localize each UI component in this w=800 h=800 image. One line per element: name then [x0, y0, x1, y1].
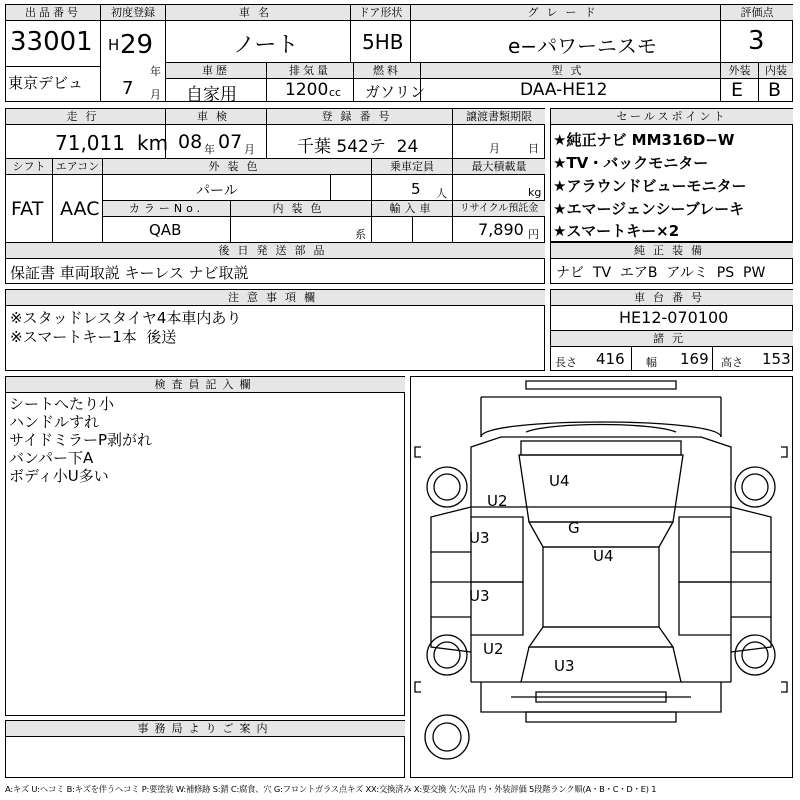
inspection-year: 08 — [178, 131, 203, 153]
mileage-unit: km — [137, 131, 169, 155]
displacement-header: 排気量 — [267, 63, 353, 78]
caution-item: ※スタッドレスタイヤ4本車内あり — [10, 309, 242, 327]
length: 416 — [596, 350, 625, 368]
inspector-note: ボディ小U多い — [9, 467, 109, 485]
genuine-equipment: ナビ TV エアB アルミ PS PW — [556, 265, 766, 281]
ac: AAC — [60, 198, 100, 220]
capacity: 5 — [411, 180, 421, 198]
capacity-unit: 人 — [436, 187, 447, 200]
damage-mark-front-left-door: U3 — [469, 529, 490, 547]
displacement-unit: cc — [329, 86, 342, 99]
inspector-note: サイドミラーP剥がれ — [9, 431, 152, 449]
load-header: 最大積載量 — [453, 159, 545, 174]
damage-mark-hood: U4 — [549, 472, 570, 490]
length-label: 長さ — [555, 356, 577, 369]
import-header: 輸入車 — [372, 201, 452, 216]
interior-header: 内装 — [759, 63, 793, 78]
inspection-month-unit: 月 — [244, 143, 255, 156]
inspection-month: 07 — [218, 131, 243, 153]
int-color-unit: 系 — [355, 228, 366, 241]
sales-item: ★純正ナビ MM316D−W — [553, 131, 735, 149]
reg-no: 千葉 542テ 24 — [297, 137, 419, 157]
capacity-header: 乗車定員 — [372, 159, 452, 174]
width: 169 — [680, 350, 709, 368]
transfer-day: 日 — [528, 142, 539, 155]
interior-score: B — [768, 79, 782, 101]
caution-header: 注意事項欄 — [6, 290, 545, 305]
recycle-header: リサイクル預託金 — [453, 201, 545, 216]
shift-header: シフト — [6, 159, 52, 174]
displacement: 1200 — [285, 80, 329, 100]
reg-no-header: 登録番号 — [267, 109, 452, 124]
damage-mark-rear-left-fender: U2 — [483, 640, 504, 658]
caution-item: ※スマートキー1本 後送 — [10, 328, 177, 346]
first-reg-month: 7 — [122, 78, 134, 99]
mileage-header: 走行 — [6, 109, 165, 124]
score-header: 評価点 — [721, 5, 793, 20]
ext-color: パール — [196, 183, 238, 199]
transfer-header: 譲渡書類期限 — [453, 109, 545, 124]
damage-mark-windshield: G — [568, 519, 580, 537]
inspection-year-unit: 年 — [204, 143, 215, 156]
car-outline — [411, 377, 792, 777]
year-unit: 年 — [150, 65, 161, 78]
dims-header: 諸元 — [551, 331, 793, 346]
lot-number: 33001 — [10, 27, 93, 57]
score: 3 — [748, 26, 765, 56]
first-reg-year: 29 — [120, 30, 154, 60]
car-name-header: 車名 — [166, 5, 350, 20]
recycle-fee: 7,890 — [478, 220, 524, 239]
height-label: 高さ — [721, 356, 743, 369]
color-no: QAB — [149, 221, 182, 239]
int-color-header: 内装色 — [231, 201, 371, 216]
inspection-header: 車検 — [166, 109, 266, 124]
chassis-header: 車台番号 — [551, 290, 793, 305]
history-header: 車歴 — [166, 63, 266, 78]
shift: FAT — [11, 198, 44, 220]
color-no-header: カラーNo. — [103, 201, 230, 216]
sales-header: セールスポイント — [551, 109, 793, 124]
sales-item: ★スマートキー×2 — [553, 222, 680, 240]
sales-item: ★アラウンドビューモニター — [553, 177, 747, 195]
genuine-header: 純正装備 — [551, 243, 793, 258]
mileage: 71,011 — [55, 131, 125, 155]
first-reg-header: 初度登録 — [101, 5, 165, 20]
later-parts: 保証書 車両取説 キーレス ナビ取説 — [10, 264, 249, 282]
door-type: 5HB — [362, 30, 404, 54]
damage-mark-roof: U4 — [593, 547, 614, 565]
damage-mark-rear-left-door: U3 — [469, 587, 490, 605]
history: 自家用 — [186, 85, 237, 105]
load-unit: kg — [528, 186, 542, 199]
venue: 東京デビュ — [8, 74, 84, 92]
later-parts-header: 後日発送部品 — [6, 243, 545, 258]
damage-mark-front-left-fender: U2 — [487, 492, 508, 510]
inspector-note: ハンドルすれ — [9, 413, 100, 431]
legend: A:キズ U:ヘコミ B:キズを伴うヘコミ P:要塗装 W:補修跡 S:錆 C:腐食、穴 G:フロントガラス点キズ XX:交換済み X:要交換 欠:欠品 内・外装評価 5段階ランク順(A・B・C・D・E) 1 — [5, 784, 657, 794]
chassis-number: HE12-070100 — [619, 308, 729, 327]
recycle-unit: 円 — [528, 228, 539, 241]
fuel-header: 燃料 — [354, 63, 420, 78]
lot-header: 出品番号 — [6, 5, 100, 20]
ext-color-header: 外装色 — [103, 159, 371, 174]
transfer-month: 月 — [489, 142, 500, 155]
damage-mark-trunk: U3 — [554, 657, 575, 675]
sales-item: ★エマージェンシーブレーキ — [553, 200, 745, 218]
month-unit: 月 — [150, 88, 161, 101]
model-code: DAA-HE12 — [520, 80, 608, 100]
exterior-header: 外装 — [721, 63, 758, 78]
sales-item: ★TV・バックモニター — [553, 154, 709, 172]
damage-diagram — [410, 376, 793, 778]
grade: e−パワーニスモ — [508, 34, 658, 58]
ac-header: エアコン — [53, 159, 102, 174]
era: H — [108, 36, 120, 54]
inspector-header: 検査員記入欄 — [6, 377, 405, 392]
car-name: ノート — [233, 33, 299, 58]
door-header: ドア形状 — [351, 5, 410, 20]
width-label: 幅 — [646, 356, 657, 369]
inspector-note: シートへたり小 — [9, 395, 115, 413]
model-header: 型式 — [421, 63, 720, 78]
fuel: ガソリン — [365, 83, 426, 101]
grade-header: グレード — [411, 5, 720, 20]
height: 153 — [762, 350, 791, 368]
inspector-note: バンパー下A — [9, 449, 94, 467]
exterior-score: E — [731, 79, 744, 101]
office-header: 事務局よりご案内 — [6, 721, 405, 736]
